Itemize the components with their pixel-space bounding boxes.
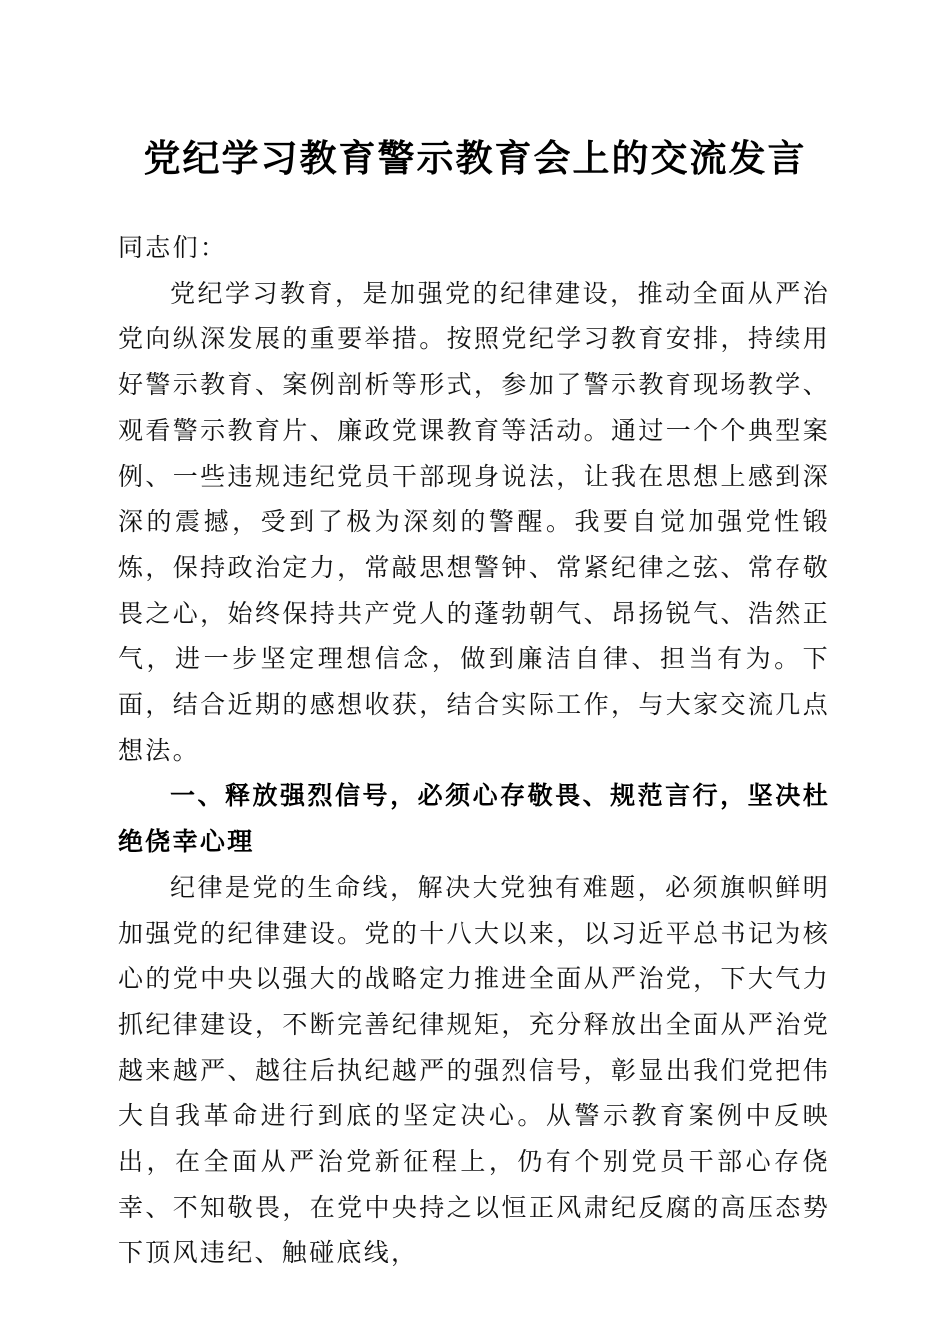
- document-body: [118, 225, 830, 1276]
- section-heading-1: 一、释放强烈信号，必须心存敬畏、规范言行，坚决杜绝侥幸心理: [118, 781, 830, 857]
- greeting: 同志们：: [118, 233, 228, 262]
- page-title: 党纪学习教育警示教育会上的交流发言: [143, 136, 807, 180]
- section-1-paragraph: 纪律是党的生命线，解决大党独有难题，必须旗帜鲜明加强党的纪律建设。党的十八大以来，以习近平总书记为核心的党中央以强大的战略定力推进全面从严治党，下大气力抓纪律建设，不断完善纪律规矩，充分释放出全面从严治党越来越严、越往后执纪越严的强烈信号，彰显出我们党把伟大自我革命进行到底的坚定决心。从警示教育案例中反映出，在全面从严治党新征程上，仍有个别党员干部心存侥幸、不知敬畏，在党中央持之以恒正风肃纪反腐的高压态势下顶风违纪、触碰底线，: [118, 872, 830, 1268]
- intro-paragraph: 党纪学习教育，是加强党的纪律建设，推动全面从严治党向纵深发展的重要举措。按照党纪学习教育安排，持续用好警示教育、案例剖析等形式，参加了警示教育现场教学、观看警示教育片、廉政党课教育等活动。通过一个个典型案例、一些违规违纪党员干部现身说法，让我在思想上感到深深的震撼，受到了极为深刻的警醒。我要自觉加强党性锻炼，保持政治定力，常敲思想警钟、常紧纪律之弦、常存敬畏之心，始终保持共产党人的蓬勃朝气、昂扬锐气、浩然正气，进一步坚定理想信念，做到廉洁自律、担当有为。下面，结合近期的感想收获，结合实际工作，与大家交流几点想法。: [118, 278, 830, 765]
